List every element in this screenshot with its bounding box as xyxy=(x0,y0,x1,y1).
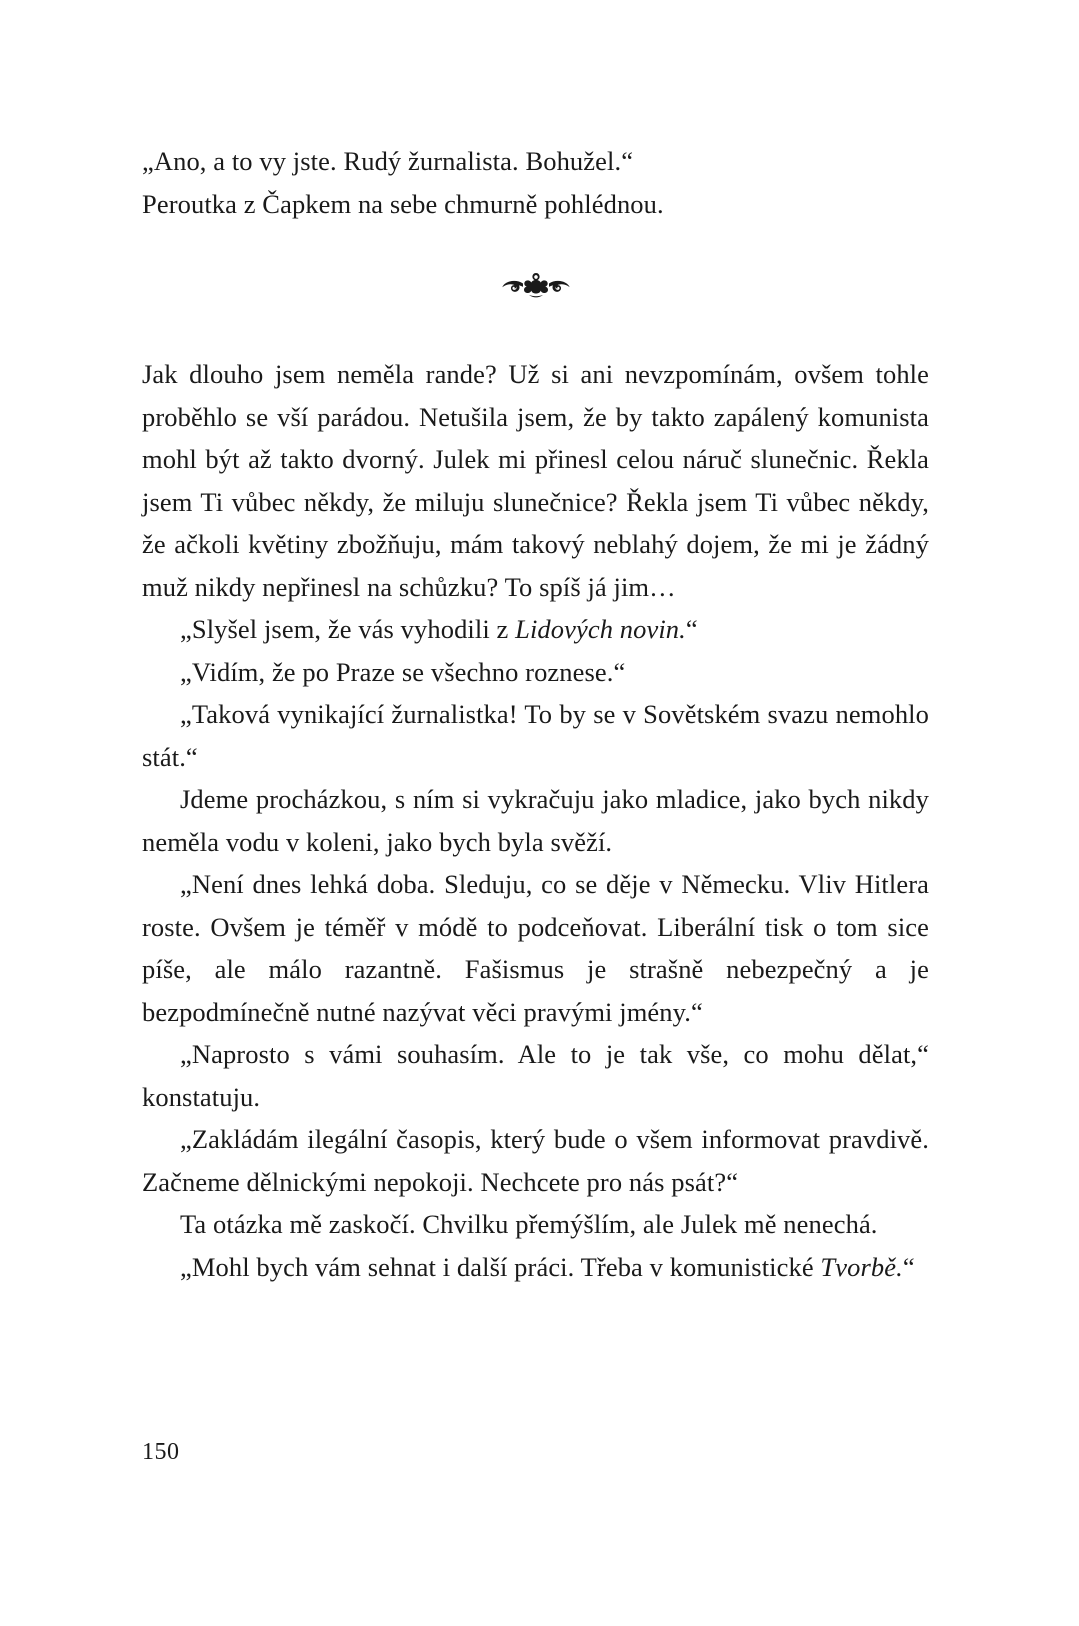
paragraph-2 xyxy=(142,608,929,651)
paragraph-5: Jdeme procházkou, s ním si vykračuju jako mladice, jako bych nikdy neměla vodu v koleni, jako bych byla svěží. xyxy=(142,784,929,857)
paragraph-2-italic: Lidových novin. xyxy=(515,614,686,644)
paragraph-10-text-a: „Mohl bych vám sehnat i další práci. Třeba v komunistické xyxy=(180,1251,821,1282)
paragraph-2-text-a: „Slyšel jsem, že vás vyhodili z xyxy=(180,614,516,644)
dialogue-line: „Ano, a to vy jste. Rudý žurnalista. Bohužel.“ xyxy=(142,146,634,176)
paragraph-8: „Zakládám ilegální časopis, který bude o všem informovat pravdivě. Začneme dělnickými nepokoji. Nechcete pro nás psát?“ xyxy=(142,1124,929,1197)
paragraph-3: „Vidím, že po Praze se všechno roznese.“ xyxy=(180,656,626,687)
paragraph-10-text-b: “ xyxy=(902,1251,915,1282)
paragraph-6: „Není dnes lehká doba. Sleduju, co se děje v Německu. Vliv Hitlera roste. Ovšem je téměř v módě to podceňovat. Liberální tisk o tom sice píše, ale málo razantně. Fašismus je strašně nebezpečný a je bezpodmínečně nutné nazývat věci pravými jmény.“ xyxy=(142,869,929,1027)
paragraph-10-italic: Tvorbě. xyxy=(820,1251,903,1282)
floral-divider-icon xyxy=(142,271,929,305)
main-body-text xyxy=(142,353,929,1288)
paragraph-2-text-b: “ xyxy=(685,614,698,644)
paragraph-10 xyxy=(142,1246,929,1289)
page-number: 150 xyxy=(142,1439,180,1465)
dialogue-opening-block xyxy=(142,140,929,225)
paragraph-7: „Naprosto s vámi souhasím. Ale to je tak vše, co mohu dělat,“ konstatuju. xyxy=(142,1039,929,1112)
paragraph-1: Jak dlouho jsem neměla rande? Už si ani nevzpomínám, ovšem tohle proběhlo se vší parádou. Netušila jsem, že by takto zapálený komunista mohl být až takto dvorný. Julek mi přinesl celou náruč slunečnic. Řekla jsem Ti vůbec někdy, že miluju slunečnice? Řekla jsem Ti vůbec někdy, že ačkoli květiny zbožňuju, mám takový neblahý dojem, že mi je žádný muž nikdy nepřinesl na schůzku? To spíš já jim… xyxy=(142,359,929,602)
paragraph-9: Ta otázka mě zaskočí. Chvilku přemýšlím, ale Julek mě nenechá. xyxy=(180,1209,878,1239)
paragraph-4: „Taková vynikající žurnalistka! To by se v Sovětském svazu nemohlo stát.“ xyxy=(142,699,929,772)
narration-line: Peroutka z Čapkem na sebe chmurně pohlédnou. xyxy=(142,188,664,219)
